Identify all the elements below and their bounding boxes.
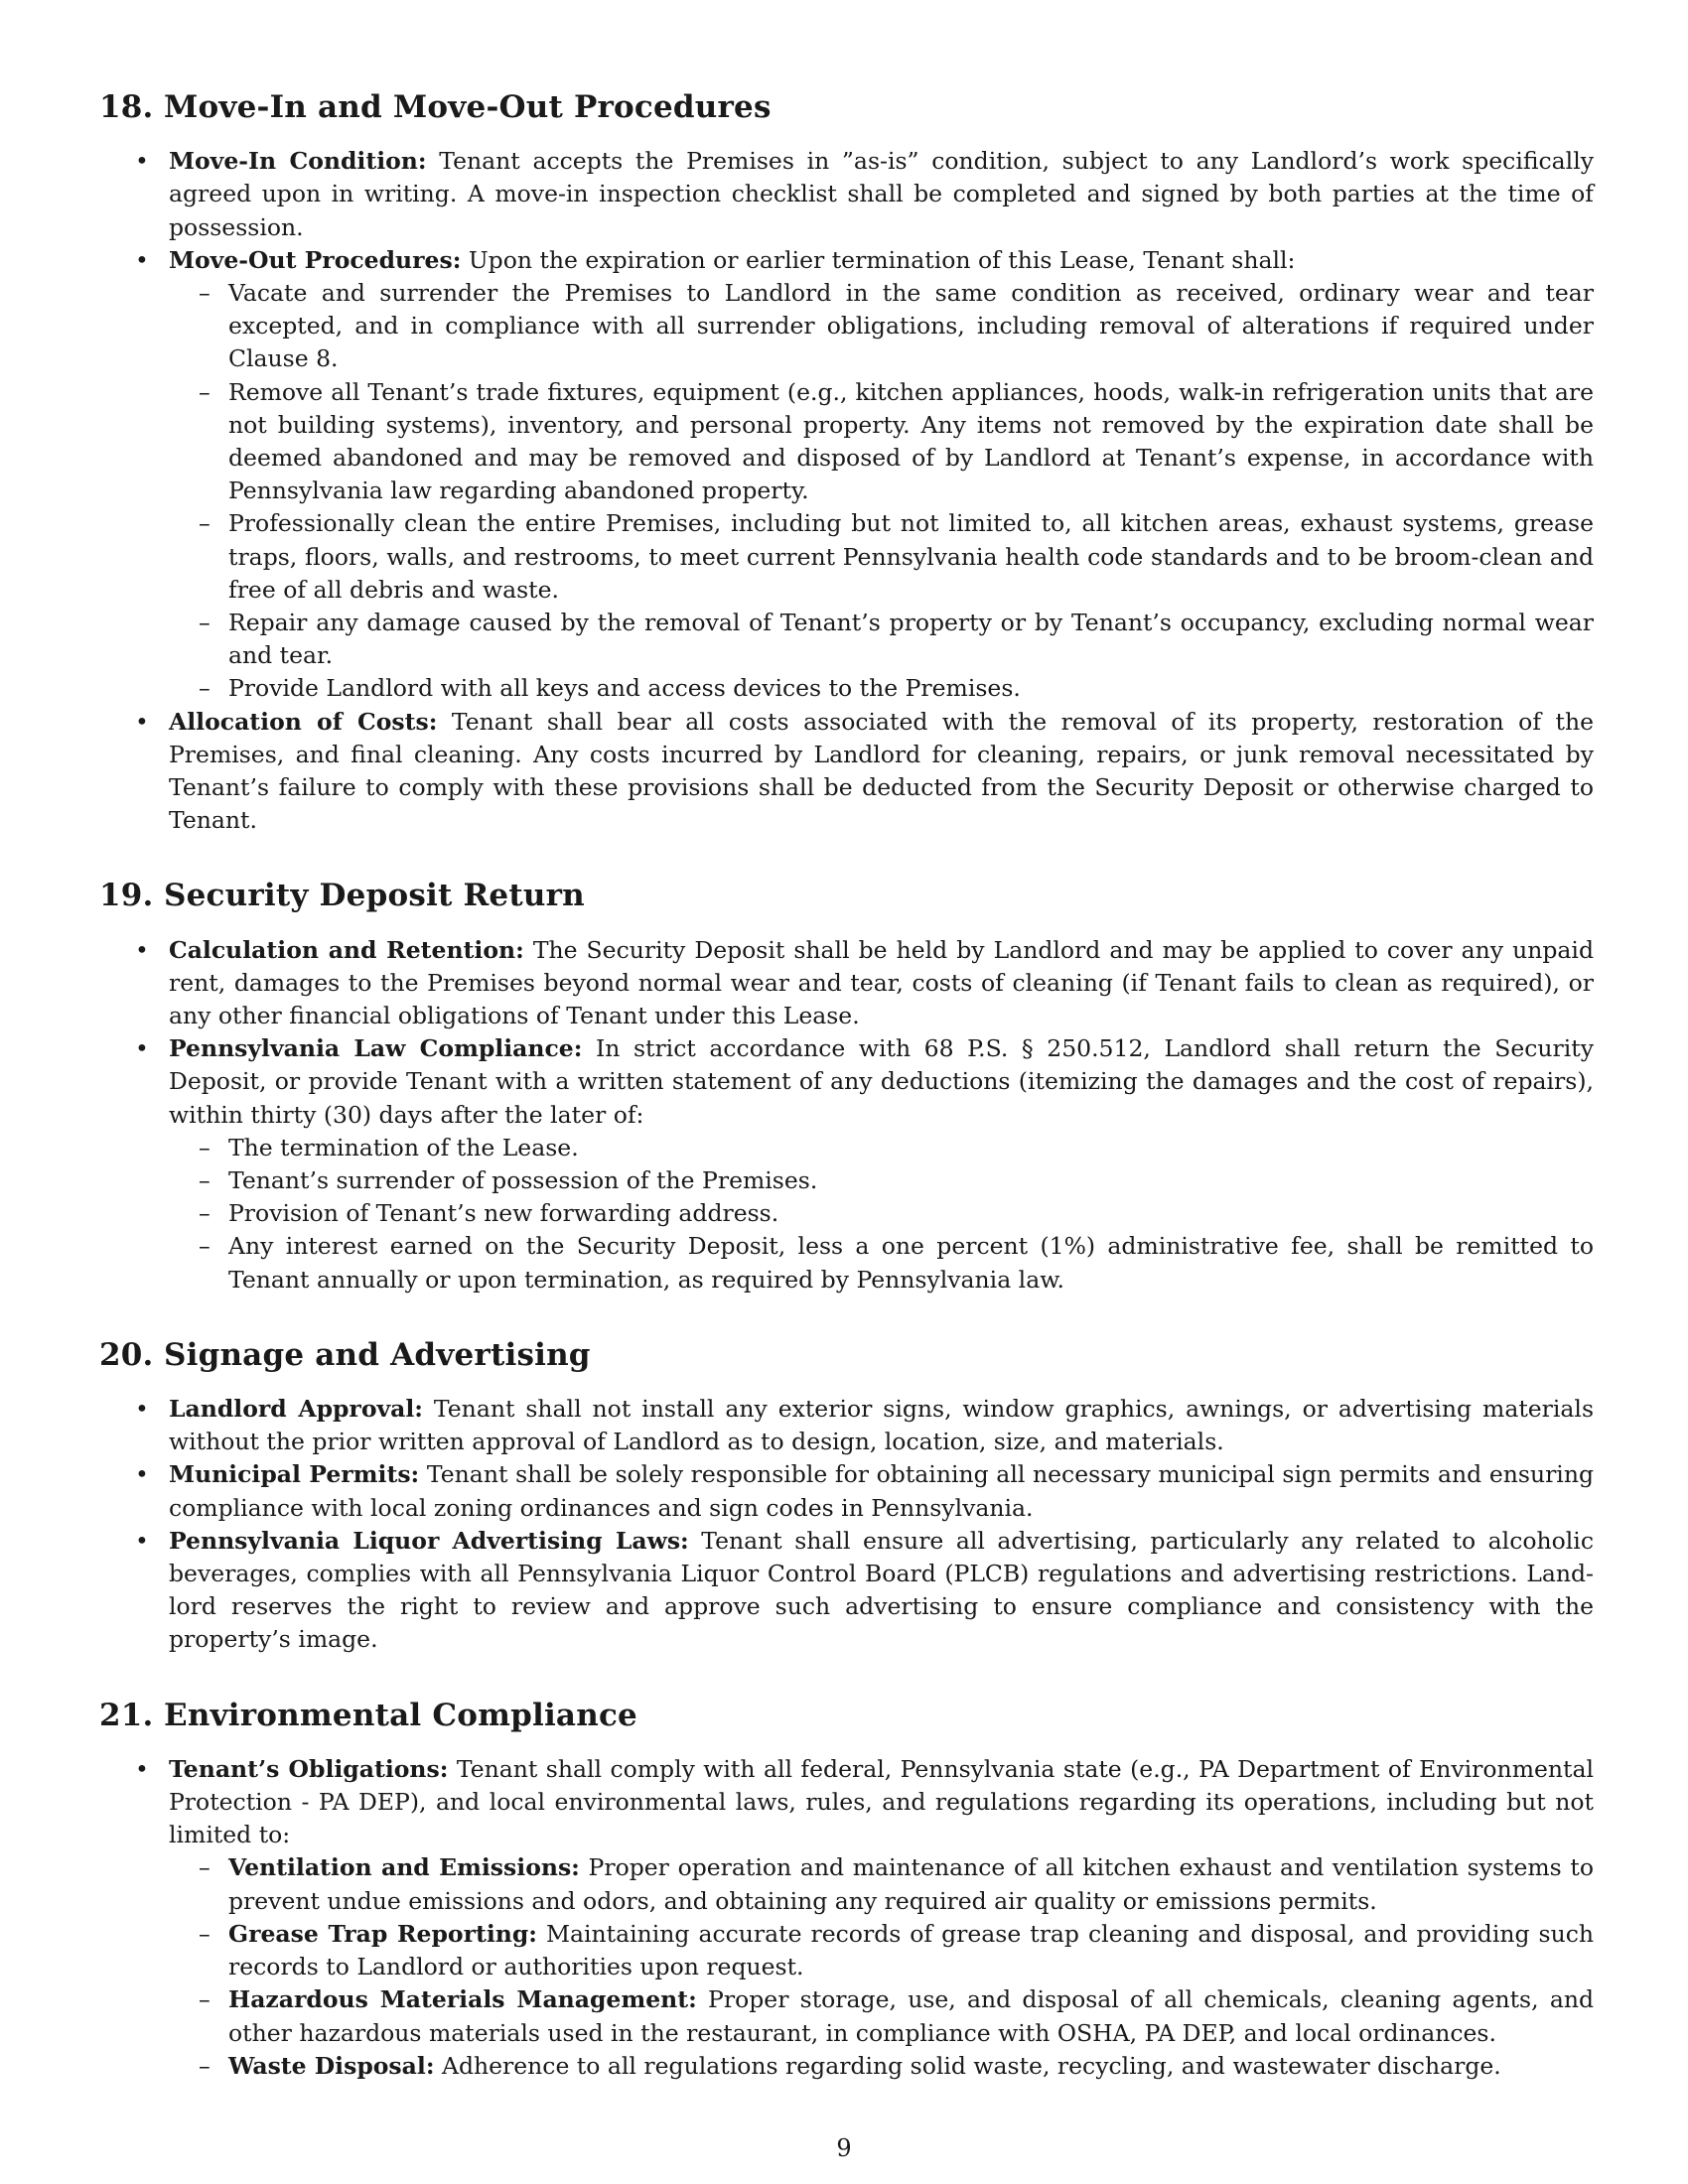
sub-item <box>169 376 1594 508</box>
bullet-item <box>99 1458 1594 1524</box>
sub-item-label: Ventilation and Emissions: <box>228 1853 580 1882</box>
item-text: In strict accordance with 68 P.S. § 250.512, Landlord shall return the Security Deposit, or provide Tenant with a written statement of any deductions (itemizing the damages and the cost of repairs), within thirty (30) days after the later of: <box>169 1034 1594 1129</box>
item-text: The Security Deposit shall be held by Landlord and may be applied to cover any unpaid rent, damages to the Premises beyond normal wear and tear, costs of cleaning (if Tenant fails to clean as required), or any other financial obligations of Tenant under this Lease. <box>169 935 1594 1030</box>
sub-item <box>169 1197 1594 1230</box>
item-label: Move-In Condition: <box>169 147 427 176</box>
document-page <box>99 89 1594 2123</box>
bullet-item <box>99 244 1594 706</box>
section-title: Move-In and Move-Out Procedures <box>164 89 772 125</box>
bullet-item <box>99 1393 1594 1458</box>
item-label: Pennsylvania Law Compliance: <box>169 1034 583 1063</box>
section-title: Security Deposit Return <box>164 878 585 914</box>
item-label: Move-Out Procedures: <box>169 245 462 274</box>
sub-list <box>169 1132 1594 1297</box>
item-label: Landlord Approval: <box>169 1395 423 1424</box>
item-label: Municipal Permits: <box>169 1460 420 1489</box>
sub-item <box>169 607 1594 672</box>
bullet-item <box>99 1753 1594 2083</box>
sub-item <box>169 1164 1594 1197</box>
sub-item <box>169 1851 1594 1917</box>
sub-item <box>169 277 1594 376</box>
section-heading <box>99 89 1594 126</box>
sub-item-text: Provide Landlord with all keys and access devices to the Premises. <box>228 674 1021 703</box>
item-text: Tenant shall bear all costs associated with the removal of its property, restoration of the Premises, and final cleaning. Any costs incurred by Landlord for cleaning, repairs, or junk removal necessitated by Tenant’s failure to comply with these provisions shall be deducted from the Security Deposit or otherwise charged to Tenant. <box>169 707 1594 835</box>
section-number: 19. <box>99 878 154 914</box>
bullet-list <box>99 1393 1594 1657</box>
section-title: Signage and Advertising <box>164 1336 591 1373</box>
bullet-item <box>99 1525 1594 1657</box>
item-text: Upon the expiration or earlier termination of this Lease, Tenant shall: <box>461 245 1296 274</box>
sub-item-label: Hazardous Materials Management: <box>228 1985 697 2014</box>
sub-item-label: Grease Trap Reporting: <box>228 1919 537 1948</box>
item-label: Allocation of Costs: <box>169 707 438 736</box>
section-19 <box>99 878 1594 1296</box>
item-text: Tenant shall be solely responsible for obtaining all necessary municipal sign permits and ensuring compliance with local zoning ordinances and sign codes in Pennsylvania. <box>169 1460 1595 1522</box>
sub-list <box>169 277 1594 706</box>
section-heading <box>99 1698 1594 1734</box>
sub-item-text: Vacate and surrender the Premises to Landlord in the same condition as received, ordinary wear and tear excepted, and in compliance with all surrender obligations, including removal of alterations if required under Clause 8. <box>228 279 1594 373</box>
bullet-list <box>99 145 1594 837</box>
sub-item-text: Adherence to all regulations regarding solid waste, recycling, and wastewater discharge. <box>434 2051 1501 2080</box>
sub-item-text: The termination of the Lease. <box>228 1133 579 1161</box>
sub-item-text: Any interest earned on the Security Deposit, less a one percent (1%) administrative fee, shall be remitted to Tenant annually or upon termination, as required by Pennsylvania law. <box>228 1232 1594 1294</box>
sub-item-text: Provision of Tenant’s new forwarding address. <box>228 1199 779 1228</box>
sub-item <box>169 1132 1594 1164</box>
item-label: Calculation and Retention: <box>169 935 524 964</box>
sub-item <box>169 1983 1594 2049</box>
sub-item <box>169 507 1594 607</box>
sub-list <box>169 1851 1594 2082</box>
page-number: 9 <box>836 2134 852 2162</box>
section-18 <box>99 89 1594 837</box>
item-text: Tenant accepts the Premises in ”as-is” condition, subject to any Landlord’s work specifically agreed upon in writing. A move-in inspection checklist shall be completed and signed by both parties at the time of possession. <box>169 147 1594 241</box>
sub-item <box>169 2050 1594 2083</box>
sub-item-text: Proper operation and maintenance of all kitchen exhaust and ventilation systems to prevent undue emissions and odors, and obtaining any required air quality or emissions permits. <box>228 1853 1594 1915</box>
sub-item <box>169 1230 1594 1296</box>
bullet-item <box>99 1032 1594 1297</box>
section-title: Environmental Compliance <box>164 1697 637 1733</box>
sub-item <box>169 672 1594 705</box>
section-heading <box>99 1337 1594 1374</box>
section-number: 21. <box>99 1697 154 1733</box>
sub-item-text: Remove all Tenant’s trade fixtures, equipment (e.g., kitchen appliances, hoods, walk-in refrigeration units that are not building systems), inventory, and personal property. Any items not removed by the expiration date shall be deemed abandoned and may be removed and disposed of by Landlord at Tenant’s expense, in accordance with Pennsylvania law regarding abandoned property. <box>228 377 1594 505</box>
bullet-item <box>99 934 1594 1033</box>
section-heading <box>99 878 1594 914</box>
item-text: Tenant shall comply with all federal, Pennsylvania state (e.g., PA Department of Environmental Protection - PA DEP), and local environmental laws, rules, and regulations regarding its operations, including but not limited to: <box>169 1754 1594 1849</box>
item-label: Tenant’s Obligations: <box>169 1754 449 1783</box>
bullet-list <box>99 934 1594 1297</box>
item-label: Pennsylvania Liquor Advertising Laws: <box>169 1526 689 1555</box>
item-text: Tenant shall ensure all advertising, particularly any related to alcoholic beverages, complies with all Pennsylvania Liquor Control Board (PLCB) regulations and advertising restrictions. Landlord reserves the right to review and approve such advertising to ensure compliance and consistency with the property’s image. <box>169 1526 1594 1654</box>
sub-item-text: Repair any damage caused by the removal of Tenant’s property or by Tenant’s occupancy, excluding normal wear and tear. <box>228 609 1594 670</box>
section-number: 18. <box>99 89 154 125</box>
bullet-item <box>99 706 1594 838</box>
sub-item-text: Tenant’s surrender of possession of the Premises. <box>228 1166 818 1195</box>
section-number: 20. <box>99 1336 154 1373</box>
section-20 <box>99 1337 1594 1657</box>
bullet-list <box>99 1753 1594 2083</box>
sub-item-text: Proper storage, use, and disposal of all chemicals, cleaning agents, and other hazardous materials used in the restaurant, in compliance with OSHA, PA DEP, and local ordinances. <box>228 1985 1595 2047</box>
sub-item-text: Professionally clean the entire Premises, including but not limited to, all kitchen areas, exhaust systems, grease traps, floors, walls, and restrooms, to meet current Pennsylvania health code standards and to be broom-clean and free of all debris and waste. <box>228 509 1594 604</box>
item-text: Tenant shall not install any exterior signs, window graphics, awnings, or advertising materials without the prior written approval of Landlord as to design, location, size, and materials. <box>169 1395 1595 1456</box>
sub-item-text: Maintaining accurate records of grease trap cleaning and disposal, and providing such records to Landlord or authorities upon request. <box>228 1919 1594 1981</box>
sub-item <box>169 1918 1594 1983</box>
sub-item-label: Waste Disposal: <box>228 2051 435 2080</box>
section-21 <box>99 1698 1594 2083</box>
bullet-item <box>99 145 1594 244</box>
